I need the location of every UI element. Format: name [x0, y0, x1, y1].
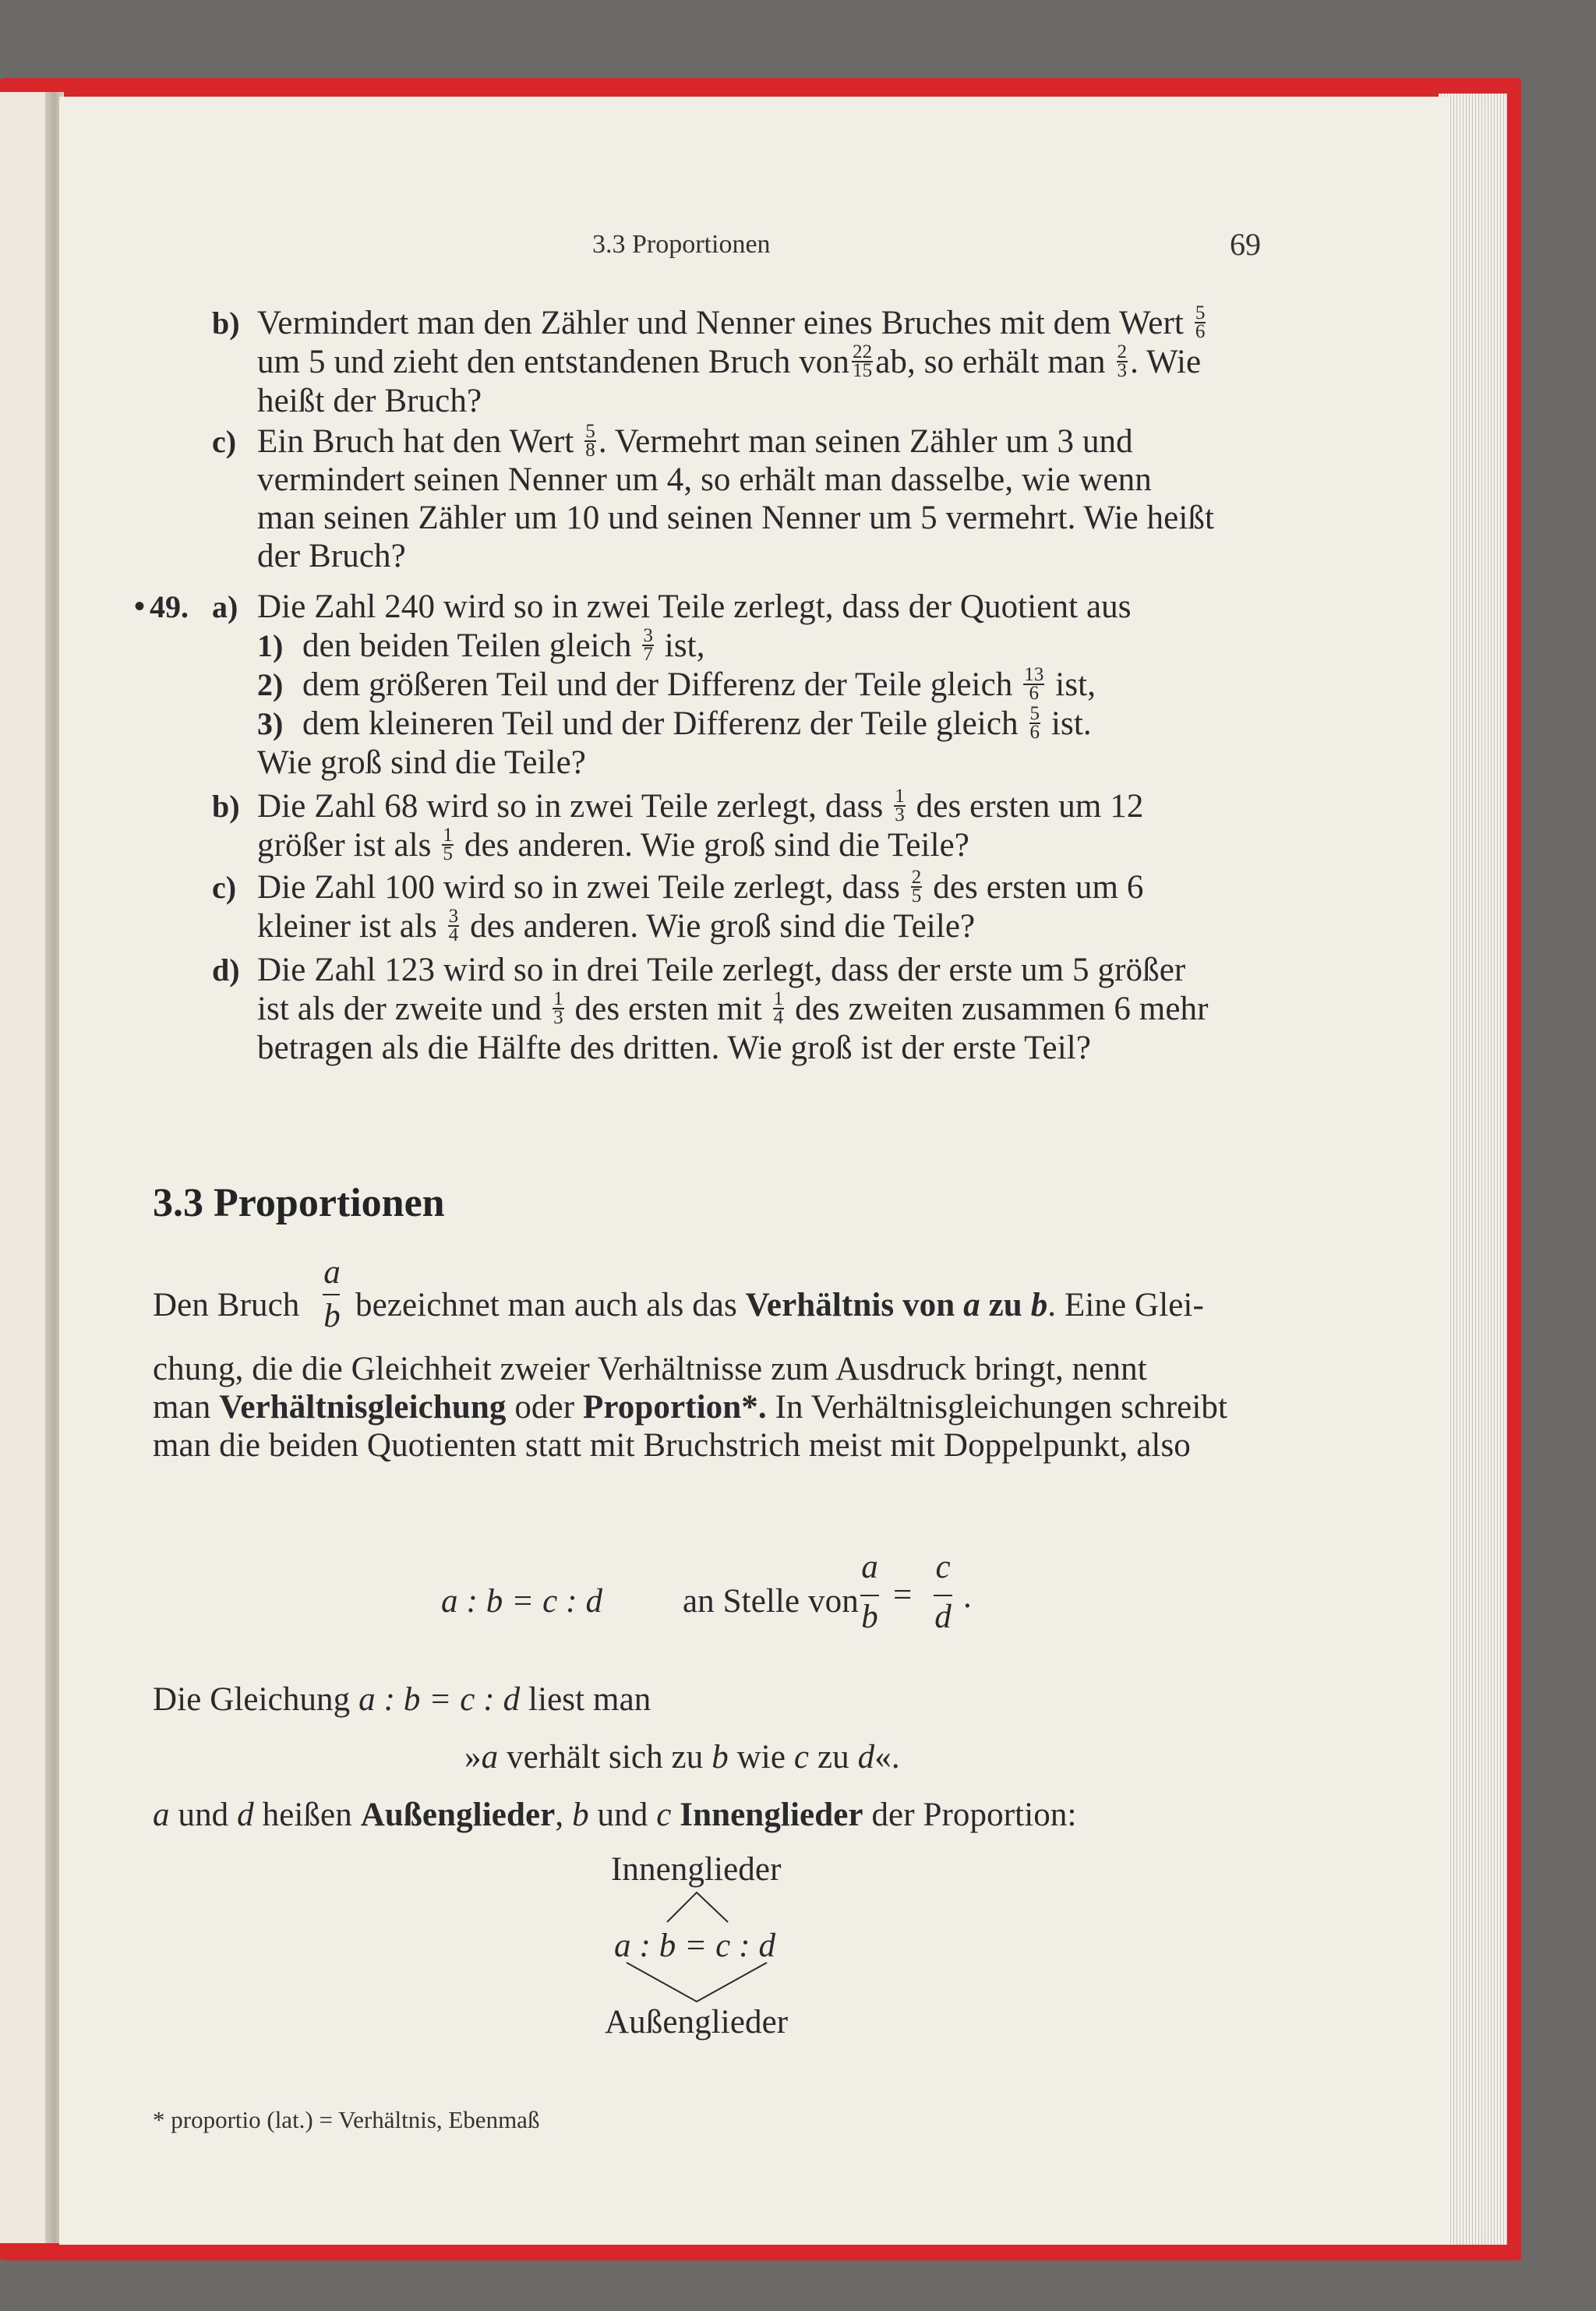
task-number-49: 49. [150, 589, 189, 624]
equation-an-stelle-von: an Stelle von [683, 1583, 859, 1620]
fraction-1-4: $\frac{1}{4}$ [773, 988, 784, 1029]
equation-frac1-denominator: b [861, 1599, 878, 1635]
task-b-line-2: um 5 und zieht den entstandenen Bruch von $\frac{22}{15}$ ab, so erhält man $\frac{2}{3}$ . Wie [257, 341, 1202, 382]
equation-frac2-bar [934, 1595, 952, 1596]
equation-period: . [963, 1578, 972, 1615]
fraction-3-4: $\frac{3}{4}$ [448, 906, 459, 946]
paragraph-1-rest: bezeichnet man auch als das Verhältnis von a zu b. Eine Glei- [355, 1287, 1204, 1323]
task-49a-intro: Die Zahl 240 wird so in zwei Teile zerlegt, dass der Quotient aus [257, 588, 1132, 625]
fraction-5-8: $\frac{5}{8}$ [585, 421, 595, 461]
task-49a-item-3-label: 3) [257, 706, 284, 741]
task-49a-item-2-label: 2) [257, 667, 284, 702]
fraction-2-5: $\frac{2}{5}$ [911, 867, 922, 907]
page-edges [1439, 94, 1507, 2245]
paragraph-3: a und d heißen Außenglieder, b und c Innenglieder der Proportion: [153, 1797, 1077, 1833]
fraction-a-b-bar [323, 1294, 340, 1295]
fraction-1-3-b: $\frac{1}{3}$ [553, 988, 563, 1029]
task-c-line-2: vermindert seinen Nenner um 4, so erhält man dasselbe, wie wenn [257, 461, 1152, 498]
task-49a-item-3: dem kleineren Teil und der Differenz der Teile gleich $\frac{5}{6}$ ist. [302, 703, 1092, 744]
paragraph-2: Die Gleichung a : b = c : d liest man [153, 1681, 651, 1718]
task-b-line-3: heißt der Bruch? [257, 383, 482, 419]
task-49b-line-2: größer ist als $\frac{1}{5}$ des anderen. Wie groß sind die Teile? [257, 825, 969, 865]
fraction-b-denominator: b [323, 1298, 341, 1334]
equation-frac2-numerator: c [935, 1549, 951, 1585]
task-label-b: b) [212, 306, 240, 341]
book-page [59, 97, 1448, 2245]
equation-frac1-bar [860, 1595, 879, 1596]
footnote: * proportio (lat.) = Verhältnis, Ebenmaß [153, 2106, 540, 2133]
section-heading: 3.3 Proportionen [153, 1181, 445, 1225]
paragraph-1-line-2: chung, die die Gleichheit zweier Verhältnisse zum Ausdruck bringt, nennt [153, 1351, 1147, 1387]
task-49b-line-1: Die Zahl 68 wird so in zwei Teile zerlegt, dass $\frac{1}{3}$ des ersten um 12 [257, 786, 1144, 826]
task-49-label-c: c) [212, 870, 237, 905]
fraction-13-6: $\frac{13}{6}$ [1024, 664, 1044, 705]
equation-frac2-denominator: d [934, 1599, 952, 1635]
diagram-innenglieder-label: Innenglieder [611, 1851, 782, 1888]
diagram-aussenglieder-label: Außenglieder [605, 2004, 789, 2041]
inner-members-bracket [667, 1892, 728, 1922]
fraction-a-numerator: a [323, 1254, 341, 1291]
task-c-line-1: Ein Bruch hat den Wert $\frac{5}{8}$ . Vermehrt man seinen Zähler um 3 und [257, 421, 1133, 461]
fraction-1-5: $\frac{1}{5}$ [443, 825, 453, 865]
task-49c-line-1: Die Zahl 100 wird so in zwei Teile zerlegt, dass $\frac{2}{5}$ des ersten um 6 [257, 867, 1144, 907]
task-b-line-1: Vermindert man den Zähler und Nenner eines Bruches mit dem Wert $\frac{5}{6}$ [257, 302, 1206, 343]
running-header: 3.3 Proportionen [592, 230, 771, 259]
task-49a-item-2: dem größeren Teil und der Differenz der Teile gleich $\frac{13}{6}$ ist, [302, 664, 1096, 705]
fraction-22-15: $\frac{22}{15}$ [853, 341, 873, 382]
difficulty-marker: • [134, 588, 146, 624]
paragraph-1-line-4: man die beiden Quotienten statt mit Bruchstrich meist mit Doppelpunkt, also [153, 1427, 1191, 1464]
task-49-label-b: b) [212, 789, 240, 824]
task-49d-line-1: Die Zahl 123 wird so in drei Teile zerlegt, dass der erste um 5 größer [257, 952, 1186, 988]
task-49-label-d: d) [212, 952, 240, 988]
equation-equals: = [893, 1577, 913, 1613]
task-49a-question: Wie groß sind die Teile? [257, 744, 586, 781]
task-49a-item-1-label: 1) [257, 628, 284, 663]
fraction-5-6: $\frac{5}{6}$ [1195, 302, 1206, 343]
task-label-c: c) [212, 424, 237, 459]
reading-phrase: »a verhält sich zu b wie c zu d«. [464, 1739, 900, 1776]
fraction-3-7: $\frac{3}{7}$ [643, 625, 653, 666]
fraction-1-3: $\frac{1}{3}$ [895, 786, 905, 826]
equation-colon-form: a : b = c : d [441, 1583, 603, 1620]
equation-frac1-numerator: a [861, 1549, 878, 1585]
task-49d-line-2: ist als der zweite und $\frac{1}{3}$ des ersten mit $\frac{1}{4}$ des zweiten zusammen 6 mehr [257, 988, 1209, 1029]
fraction-5-6-b: $\frac{5}{6}$ [1029, 703, 1040, 744]
task-49a-item-1: den beiden Teilen gleich $\frac{3}{7}$ ist, [302, 625, 705, 666]
task-49c-line-2: kleiner ist als $\frac{3}{4}$ des anderen. Wie groß sind die Teile? [257, 906, 976, 946]
outer-members-bracket [627, 1963, 767, 2002]
task-49d-line-3: betragen als die Hälfte des dritten. Wie groß ist der erste Teil? [257, 1030, 1092, 1066]
paragraph-1-start: Den Bruch [153, 1287, 300, 1323]
page-number: 69 [1230, 227, 1261, 262]
diagram-equation: a : b = c : d [614, 1928, 776, 1964]
fraction-2-3: $\frac{2}{3}$ [1117, 341, 1128, 382]
task-c-line-4: der Bruch? [257, 538, 406, 574]
task-49-label-a: a) [212, 589, 238, 624]
paragraph-1-line-3: man Verhältnisgleichung oder Proportion*. In Verhältnisgleichungen schreibt [153, 1389, 1228, 1426]
task-c-line-3: man seinen Zähler um 10 und seinen Nenner um 5 vermehrt. Wie heißt [257, 500, 1215, 536]
